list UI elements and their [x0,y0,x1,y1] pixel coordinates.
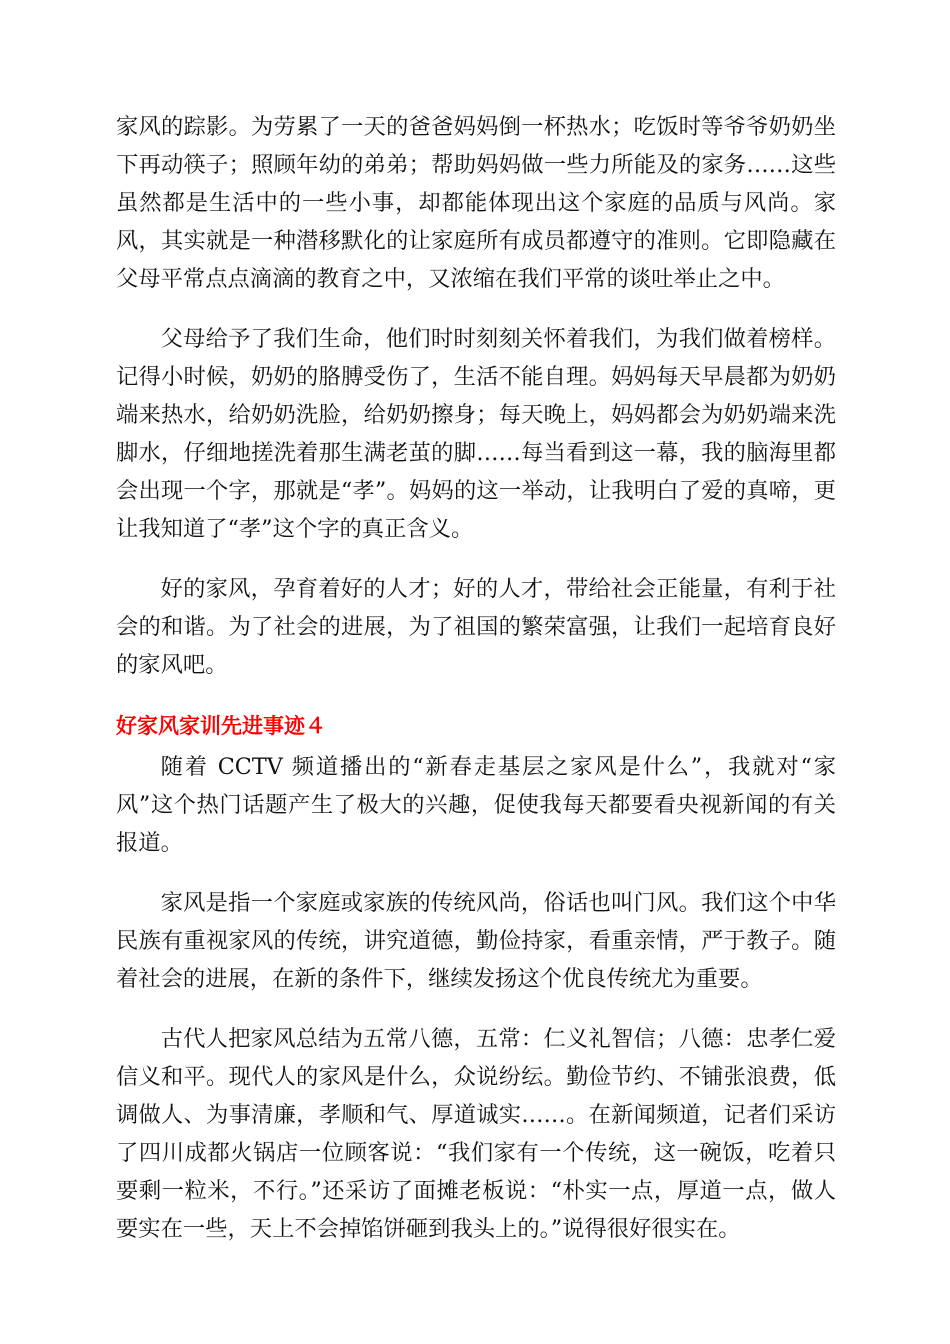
paragraph-parents-role-model: 父母给予了我们生命，他们时时刻刻关怀着我们，为我们做着榜样。记得小时候，奶奶的胳膊受伤了，生活不能自理。妈妈每天早晨都为奶奶端来热水，给奶奶洗脸，给奶奶擦身；每天晚上，妈妈都会为奶奶端来洗脚水，仔细地搓洗着那生满老茧的脚……每当看到这一幕，我的脑海里都会出现一个字，那就是“孝”。妈妈的这一举动，让我明白了爱的真啼，更让我知道了“孝”这个字的真正含义。 [116,326,836,542]
document-body [116,108,836,1248]
paragraph-family-style-definition: 家风是指一个家庭或家族的传统风尚，俗话也叫门风。我们这个中华民族有重视家风的传统，讲究道德，勤俭持家，看重亲情，严于教子。随着社会的进展，在新的条件下，继续发扬这个优良传统尤为重要。 [116,890,836,992]
paragraph-good-family-style: 好的家风，孕育着好的人才；好的人才，带给社会正能量，有利于社会的和谐。为了社会的进展，为了祖国的繁荣富强，让我们一起培育良好的家风吧。 [116,576,836,678]
paragraph-cctv-report: 随着 CCTV 频道播出的“新春走基层之家风是什么”，我就对“家风”这个热门话题产生了极大的兴趣，促使我每天都要看央视新闻的有关报道。 [116,754,836,856]
paragraph-five-constants-eight-virtues: 古代人把家风总结为五常八德，五常：仁义礼智信；八德：忠孝仁爱信义和平。现代人的家风是什么，众说纷纭。勤俭节约、不铺张浪费，低调做人、为事清廉，孝顺和气、厚道诚实……。在新闻频道，记者们采访了四川成都火锅店一位顾客说：“我们家有一个传统，这一碗饭，吃着只要剩一粒米，不行。”还采访了面摊老板说：“朴实一点，厚道一点，做人要实在一些，天上不会掉馅饼砸到我头上的。”说得很好很实在。 [116,1026,836,1242]
paragraph-family-style-traces: 家风的踪影。为劳累了一天的爸爸妈妈倒一杯热水；吃饭时等爷爷奶奶坐下再动筷子；照顾年幼的弟弟；帮助妈妈做一些力所能及的家务……这些虽然都是生活中的一些小事，却都能体现出这个家庭的品质与风尚。家风，其实就是一种潜移默化的让家庭所有成员都遵守的准则。它即隐藏在父母平常点点滴滴的教育之中，又浓缩在我们平常的谈吐举止之中。 [116,114,836,292]
section-heading: 好家风家训先进事迹４ [116,714,326,738]
